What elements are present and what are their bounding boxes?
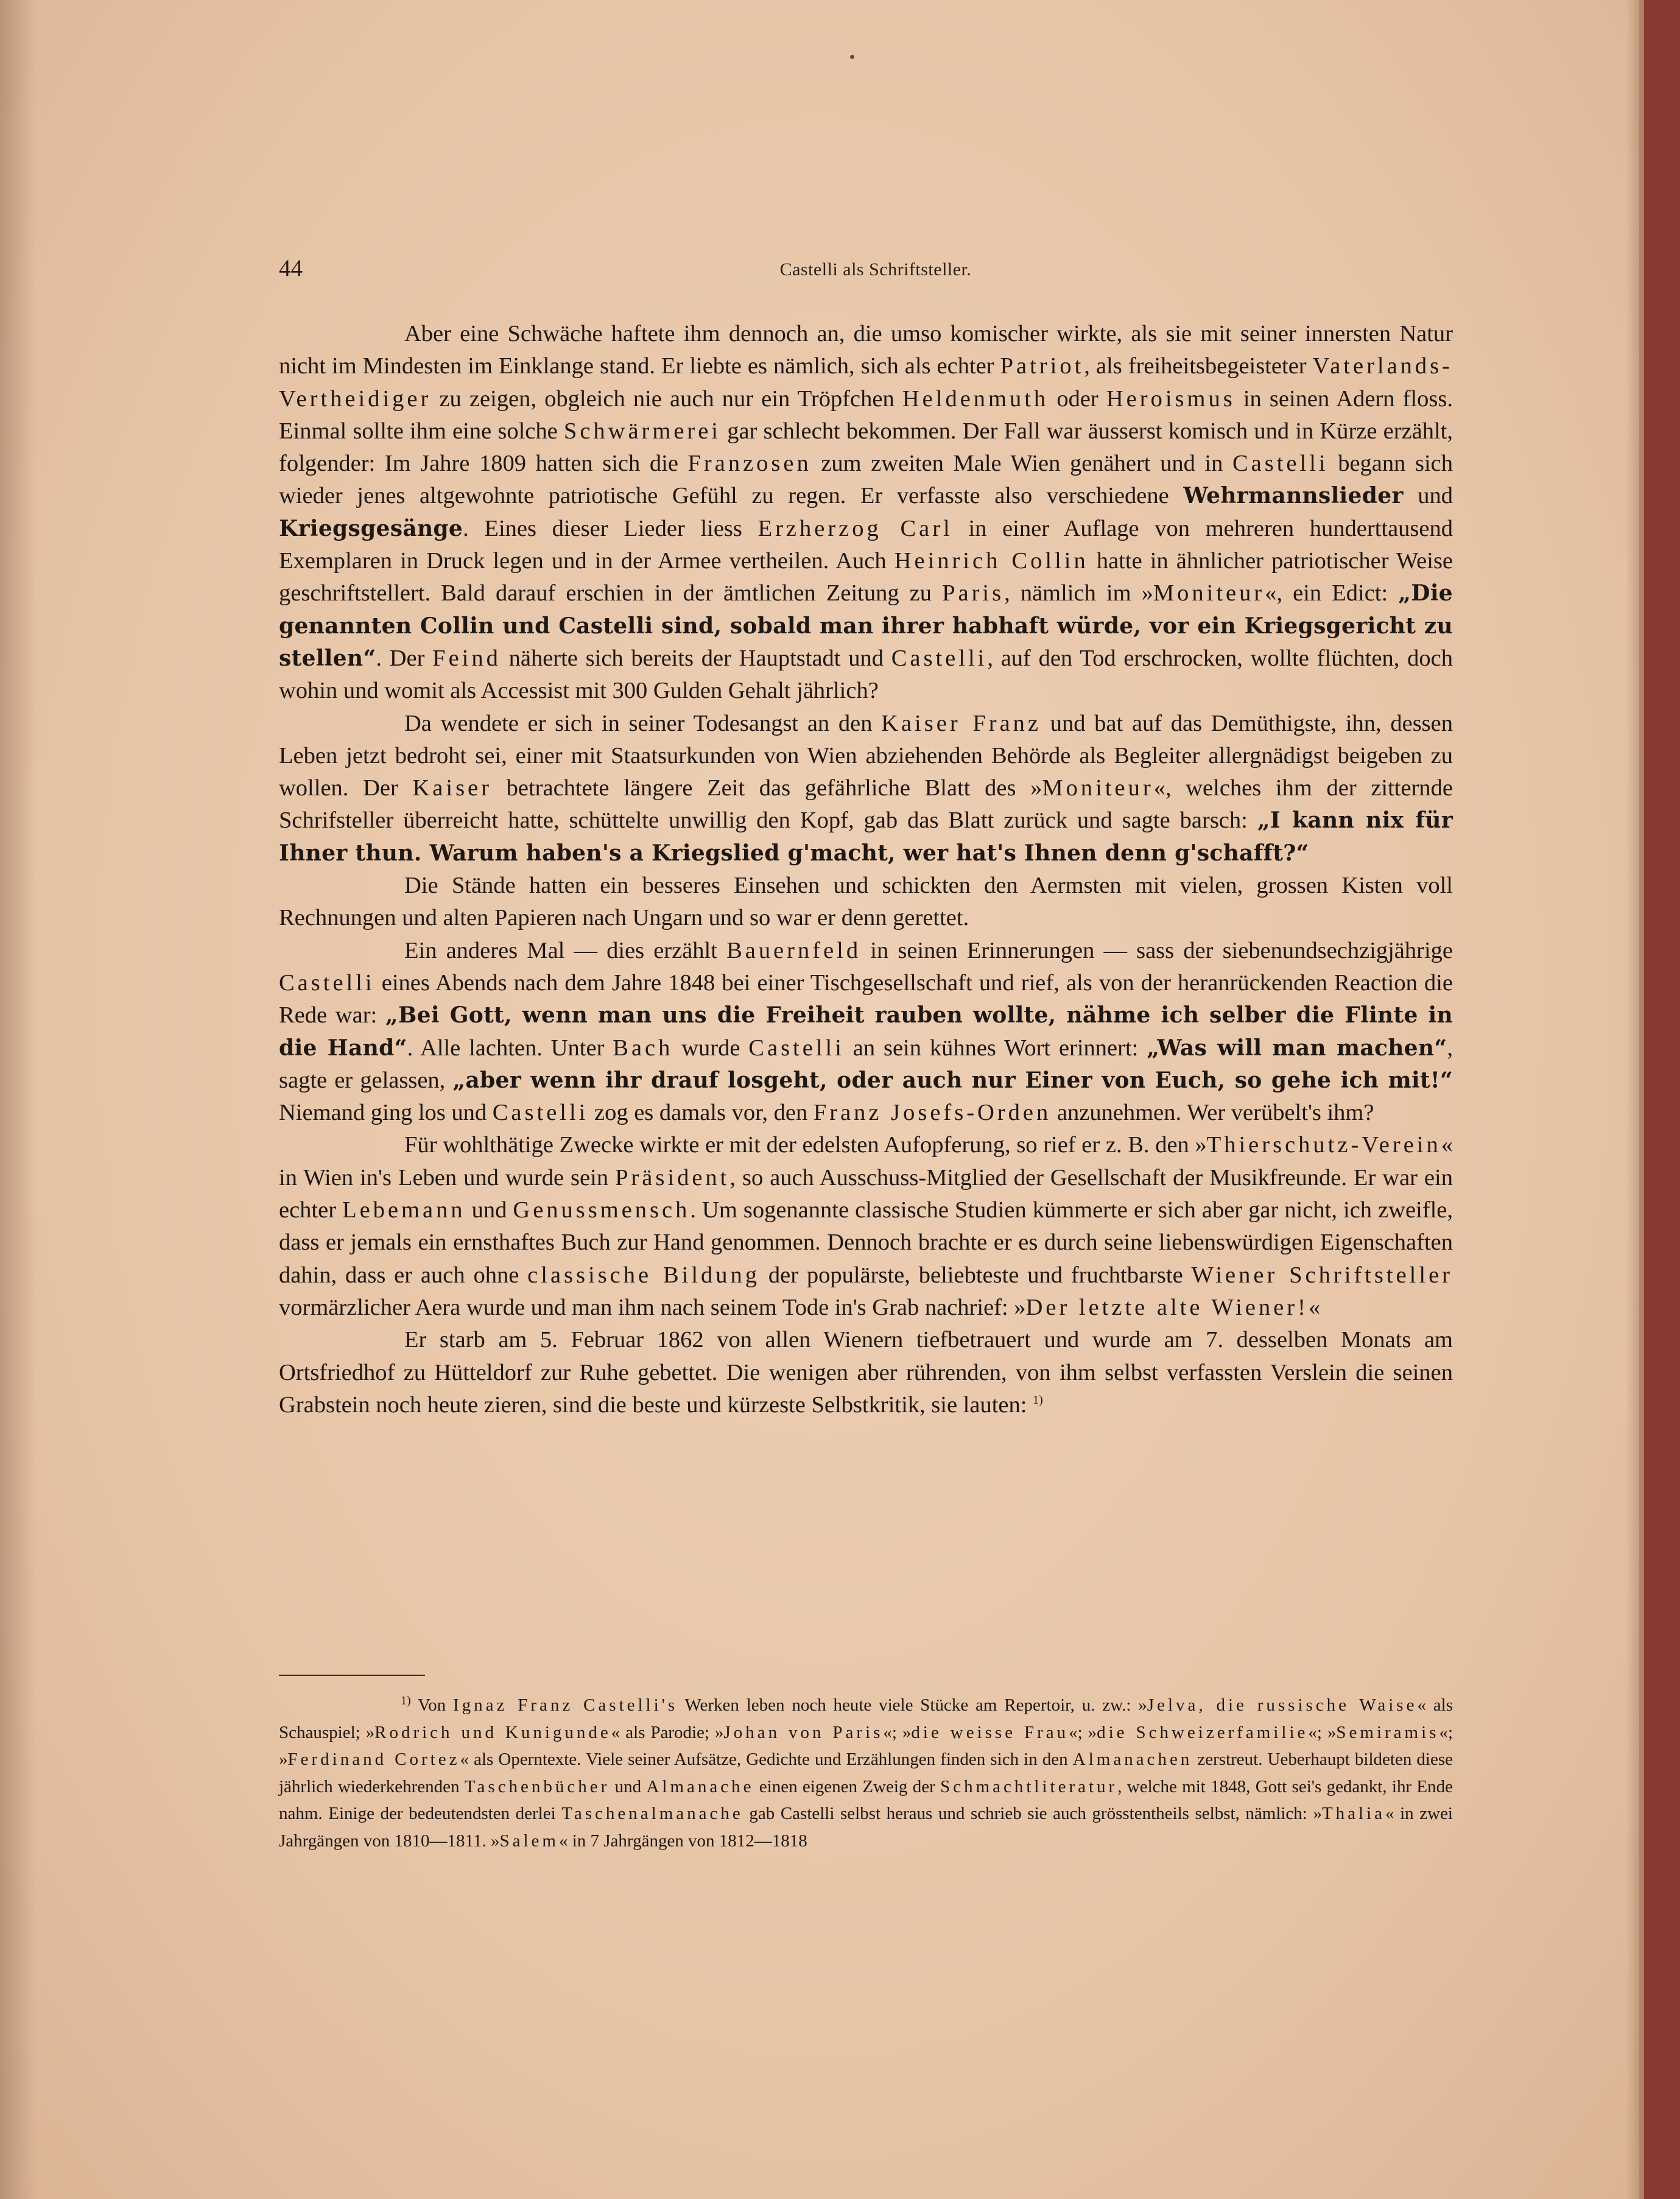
spaced-text: Genussmensch [513,1197,691,1223]
text-run: «; » [279,1722,1453,1769]
text-run: «; » [883,1722,912,1742]
text-run: Für wohlthätige Zwecke wirkte er mit der edelsten Aufopferung, so rief er z. B. den » [404,1132,1207,1158]
text-run: « [1308,1294,1321,1320]
spaced-text: Heroismus [1106,385,1235,412]
fraktur-text: Wehrmannslieder [1183,483,1404,509]
spaced-text: Feind [432,645,501,671]
footnote-reference[interactable]: 1) [1033,1393,1043,1407]
paragraph-1 [279,318,1453,708]
spaced-text: Castelli [1232,451,1329,477]
paragraph-5 [279,1129,1453,1324]
text-run: . Der [376,645,433,671]
text-run: betrachtete längere Zeit das gefährliche Blatt des » [491,775,1042,801]
text-run: wurde [673,1035,749,1061]
page-edge-shadow [1626,0,1644,2199]
footnote-rule [279,1675,425,1676]
text-run: , so auch Ausschuss-Mitglied der Gesellschaft der Musikfreunde. Er war ein echter [279,1164,1453,1223]
text-run: eines Abends nach dem Jahre 1848 bei einer Tischgesellschaft und rief, als von der heranrückenden Reaction die Rede war: [279,969,1453,1029]
spaced-text: Wiener Schriftsteller [1191,1262,1453,1288]
text-run: näherte sich bereits der Hauptstadt und [501,645,891,671]
text-run: Die Stände hatten ein besseres Einsehen und schickten den Aermsten mit vielen, grossen Kisten voll Rechnungen und alten Papieren nach Ungarn und so war er denn gerettet. [279,873,1453,931]
spaced-text: Ferdinand Cortez [287,1750,460,1769]
text-run: « in zwei Jahrgängen von 1810—1811. » [279,1804,1453,1851]
spaced-text: Jelva, die russische Waise [1147,1695,1418,1715]
spaced-text: Franzosen [687,451,812,477]
text-run: in seinen Adern floss. Einmal sollte ihm eine solche [279,385,1453,444]
text-run: vormärzlicher Aera wurde und man ihm nach seinem Tode in's Grab nachrief: » [279,1294,1026,1320]
spaced-text: Almanache [646,1776,754,1796]
spaced-text: classische Bildung [527,1262,761,1288]
spaced-text: Castelli [279,969,375,996]
text-run: und [1403,483,1453,509]
spaced-text: Semiramis [1336,1722,1439,1742]
text-run: Er starb am 5. Februar 1862 von allen Wienern tiefbetrauert und wurde am 7. desselben Monats am Ortsfriedhof zu Hütteldorf zur Ruhe gebettet. Die wenigen aber rührenden, von ihm selbst verfassten Verslein die seinen Grabstein noch heute zieren, sind die beste und kürzeste Selbstkritik, sie lauten: [279,1327,1453,1418]
running-title: Castelli als Schriftsteller. [779,259,972,280]
spaced-text: Erzherzog Carl [757,515,953,541]
spaced-text: Ignaz Franz Castelli's [452,1695,678,1715]
text-run: an sein kühnes Wort erinnert: [844,1035,1147,1061]
text-run: zog es damals vor, den [588,1100,814,1126]
text-run: « als Parodie; » [611,1722,724,1742]
text-run: « als Operntexte. Viele seiner Aufsätze, Gedichte und Erzählungen finden sich in den [460,1750,1073,1769]
spaced-text: Castelli [492,1100,589,1126]
text-run: in einer Auflage von mehreren hunderttausend Exemplaren in Druck legen und in der Armee vertheilen. Auch [279,515,1453,574]
text-run: . Eines dieser Lieder liess [463,515,758,541]
text-run: gar schlecht bekommen. Der Fall war äusserst komisch und in Kürze erzählt, folgender: Im Jahre 1809 hatten sich die [279,418,1453,477]
text-run: Von [410,1695,453,1715]
text-run: zum zweiten Male Wien genähert und in [811,451,1232,477]
spaced-text: Taschenalmanache [561,1804,743,1823]
fraktur-quote: „I kann nix für Ihner thun. Warum haben's a Kriegslied g'macht, wer hat's Ihnen denn g'schafft?“ [279,807,1453,866]
fraktur-quote: „Die genannten Collin und Castelli sind, sobald man ihrer habhaft würde, vor ein Kriegsgericht zu stellen“ [279,580,1453,671]
text-run: «; » [1308,1722,1337,1742]
ink-speck [850,55,854,59]
text-run: Ein anderes Mal — dies erzählt [404,937,727,963]
spaced-text: Präsident [615,1164,730,1191]
spaced-text: Moniteur [1153,580,1265,607]
footnote-paragraph [279,1692,1453,1854]
text-run: . Um sogenannte classische Studien kümmerte er sich aber gar nicht, ich zweifle, dass er jemals ein ernsthaftes Buch zur Hand genommen. Dennoch brachte er es durch seine liebenswürdigen Eigenschaften dahin, dass er auch ohne [279,1197,1453,1288]
text-run: oder [1049,385,1106,412]
paragraph-4 [279,935,1453,1130]
spaced-text: Kaiser [412,775,492,801]
text-run: Werken leben noch heute viele Stücke am Repertoir, u. zw.: » [678,1695,1147,1715]
spaced-text: Rodrich und Kunigunde [374,1722,611,1742]
text-run: , nämlich im » [1004,580,1153,607]
text-run: «, ein Edict: [1265,580,1399,607]
spaced-text: Der letzte alte Wiener! [1025,1294,1309,1320]
spaced-text: Salem [499,1831,559,1851]
page-number: 44 [279,255,303,281]
text-run: , sagte er gelassen, [279,1035,1453,1093]
text-run: «, welches ihm der zitternde Schrifsteller überreicht hatte, schüttelte unwillig den Kopf, gab das Blatt zurück und sagte barsch: [279,775,1453,834]
spaced-text: Vaterlands-Vertheidiger [279,353,1453,412]
fraktur-quote: „aber wenn ihr drauf losgeht, oder auch nur Einer von Euch, so gehe ich mit!“ [452,1067,1453,1093]
spaced-text: Bauernfeld [726,937,862,963]
spaced-text: Castelli [891,645,988,671]
paragraph-2 [279,708,1453,870]
fraktur-text: Kriegsgesänge [279,515,463,541]
spaced-text: die Schweizerfamilie [1097,1722,1309,1742]
spaced-text: Thalia [1321,1804,1386,1823]
footnote [279,1692,1453,1854]
spaced-text: Schmachtliteratur [940,1776,1118,1796]
text-run: der populärste, beliebteste und fruchtbarste [760,1262,1192,1288]
text-run: begann sich wieder jenes altgewohnte patriotische Gefühl zu regen. Er verfasste also verschiedene [279,451,1453,509]
spaced-text: Heldenmuth [902,385,1049,412]
spaced-text: die weisse Frau [911,1722,1069,1742]
spaced-text: Moniteur [1042,775,1154,801]
spaced-text: Bach [613,1035,673,1061]
text-run: , welche mit 1848, Gott sei's gedankt, ihr Ende nahm. Einige der bedeutendsten derlei [279,1776,1453,1823]
text-run: anzunehmen. Wer verübelt's ihm? [1051,1100,1374,1126]
text-run: « in 7 Jahrgängen von 1812—1818 [558,1831,807,1851]
text-run: «; » [1069,1722,1097,1742]
spaced-text: Paris [942,580,1005,607]
text-run: und bat auf das Demüthigste, ihn, dessen Leben jetzt bedroht sei, einer mit Staatsurkunden von Wien abziehenden Behörde als Begleiter allergnädigst beigeben zu wollen. Der [279,710,1453,801]
text-run: zu zeigen, obgleich nie auch nur ein Tröpfchen [431,385,902,412]
spaced-text: Lebemann [342,1197,466,1223]
gutter-shadow [0,0,37,2199]
footnote-marker: 1) [401,1694,411,1708]
spaced-text: Schwärmerei [563,418,722,444]
fraktur-quote: „Bei Gott, wenn man uns die Freiheit rauben wollte, nähme ich selber die Flinte in die Hand“ [279,1002,1453,1061]
spaced-text: Thierschutz-Verein [1206,1132,1441,1158]
fraktur-quote: „Was will man machen“ [1147,1035,1447,1061]
text-run: Niemand ging los und [279,1100,493,1126]
text-run: in seinen Erinnerungen — sass der siebenundsechzigjährige [861,937,1453,963]
text-run: und [610,1776,647,1796]
text-run: , als freiheitsbegeisteter [1084,353,1313,379]
spaced-text: Johan von Paris [723,1722,884,1742]
spaced-text: Franz Josefs-Orden [813,1100,1052,1126]
text-run: gab Castelli selbst heraus und schrieb sie auch grösstentheils selbst, nämlich: » [743,1804,1322,1823]
text-run: hatte in ähnlicher patriotischer Weise geschriftstellert. Bald darauf erschien in der ämtlichen Zeitung zu [279,548,1453,607]
spaced-text: Patriot [1000,353,1084,379]
text-run: . Alle lachten. Unter [407,1035,613,1061]
text-run: Aber eine Schwäche haftete ihm dennoch an, die umso komischer wirkte, als sie mit seiner innersten Natur nicht im Mindesten im Einklange stand. Er liebte es nämlich, sich als echter [279,321,1453,379]
spaced-text: Taschenbücher [464,1776,610,1796]
page-header [279,255,1472,291]
text-run: und [465,1197,513,1223]
paragraph-6 [279,1324,1453,1421]
text-run: , auf den Tod erschrocken, wollte flüchten, doch wohin und womit als Accessist mit 300 Gulden Gehalt jährlich? [279,645,1453,704]
body-text [279,318,1453,1421]
text-run: einen eigenen Zweig der [754,1776,941,1796]
spaced-text: Castelli [748,1035,845,1061]
paragraph-3 [279,870,1453,935]
text-run: « in Wien in's Leben und wurde sein [279,1132,1453,1191]
text-run: zerstreut. Ueberhaupt bildeten diese jährlich wiederkehrenden [279,1750,1453,1796]
text-run: Da wendete er sich in seiner Todesangst an den [404,710,882,736]
spaced-text: Almanachen [1072,1750,1193,1769]
spaced-text: Heinrich Collin [894,548,1089,574]
spaced-text: Kaiser Franz [881,710,1041,736]
text-run: « als Schauspiel; » [279,1695,1453,1742]
